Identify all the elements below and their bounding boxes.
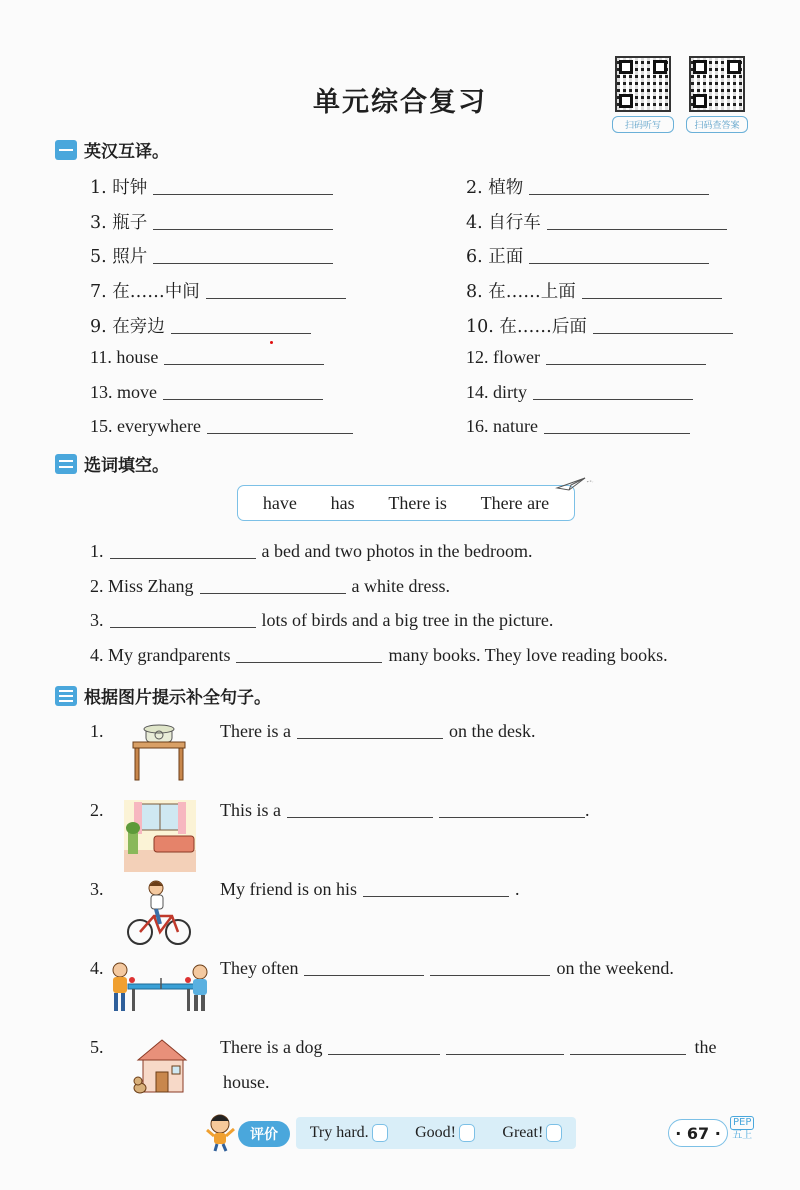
item-number: 1. — [90, 721, 104, 741]
translate-item: 4. 自行车 — [466, 209, 727, 234]
fill-item: 4. My grandparents many books. They love reading books. — [90, 645, 668, 665]
translate-item: 13. move — [90, 382, 323, 403]
item-number: 4. — [90, 958, 104, 978]
item-number: 3. — [90, 879, 104, 899]
section-1-heading — [55, 137, 169, 162]
answer-blank[interactable] — [297, 738, 443, 739]
translate-item: 3. 瓶子 — [90, 209, 333, 234]
answer-blank[interactable] — [153, 263, 333, 264]
picture-sentence: They often on the weekend. — [220, 958, 674, 978]
evaluation-badge: 评价 — [238, 1121, 290, 1147]
translate-item: 14. dirty — [466, 382, 693, 403]
answer-blank[interactable] — [446, 1054, 564, 1055]
boy-on-bike-picture — [126, 878, 192, 948]
translate-item: 15. everywhere — [90, 416, 353, 437]
answer-blank[interactable] — [304, 975, 424, 976]
qr-code-icon — [689, 56, 745, 112]
answer-blank[interactable] — [439, 817, 585, 818]
cartoon-kid-icon — [204, 1112, 238, 1152]
eval-option-try-hard[interactable]: Try hard. — [310, 1124, 388, 1142]
section-number-two-icon — [55, 454, 77, 474]
word-bank — [237, 485, 575, 521]
answer-blank[interactable] — [236, 662, 382, 663]
translate-item: 6. 正面 — [466, 243, 709, 268]
section-label: 英汉互译。 — [84, 142, 169, 162]
section-3-heading — [55, 683, 271, 708]
item-number: 5. — [90, 1037, 104, 1057]
qr-code-icon — [615, 56, 671, 112]
answer-blank[interactable] — [547, 229, 727, 230]
answer-blank[interactable] — [328, 1054, 440, 1055]
answer-blank[interactable] — [529, 194, 709, 195]
answer-blank[interactable] — [164, 364, 324, 365]
qr-answers[interactable] — [686, 56, 748, 133]
answer-blank[interactable] — [153, 229, 333, 230]
qr-caption: 扫码听写 — [612, 116, 674, 133]
word-option: There is — [388, 492, 447, 513]
answer-blank[interactable] — [546, 364, 706, 365]
paper-plane-icon — [555, 474, 595, 494]
evaluation-bar — [296, 1117, 576, 1149]
translate-item: 9. 在旁边 — [90, 313, 311, 338]
answer-blank[interactable] — [529, 263, 709, 264]
word-option: have — [262, 492, 297, 513]
ink-dot — [270, 341, 273, 344]
answer-blank[interactable] — [206, 298, 346, 299]
qr-caption: 扫码查答案 — [686, 116, 748, 133]
section-2-heading — [55, 451, 169, 476]
picture-sentence: My friend is on his . — [220, 879, 520, 899]
fill-item: 1. a bed and two photos in the bedroom. — [90, 541, 533, 561]
picture-sentence: There is a on the desk. — [220, 721, 536, 741]
checkbox[interactable] — [372, 1124, 388, 1142]
translate-item: 7. 在……中间 — [90, 278, 346, 303]
answer-blank[interactable] — [207, 433, 353, 434]
answer-blank[interactable] — [593, 333, 733, 334]
answer-blank[interactable] — [171, 333, 311, 334]
section-number-one-icon — [55, 140, 77, 160]
page-number: · 67 · — [668, 1119, 728, 1147]
answer-blank[interactable] — [582, 298, 722, 299]
edition-label: PEP 五上 — [730, 1116, 754, 1142]
answer-blank[interactable] — [533, 399, 693, 400]
ping-pong-picture — [108, 958, 214, 1014]
checkbox[interactable] — [459, 1124, 475, 1142]
answer-blank[interactable] — [430, 975, 550, 976]
telephone-desk-picture — [130, 722, 188, 784]
answer-blank[interactable] — [287, 817, 433, 818]
word-option: has — [330, 492, 355, 513]
eval-option-great[interactable]: Great! — [502, 1124, 562, 1142]
item-number: 2. — [90, 800, 104, 820]
picture-sentence: There is a dog the — [220, 1037, 717, 1057]
checkbox[interactable] — [546, 1124, 562, 1142]
fill-item: 2. Miss Zhang a white dress. — [90, 576, 450, 596]
fill-item: 3. lots of birds and a big tree in the picture. — [90, 610, 554, 630]
section-number-three-icon — [55, 686, 77, 706]
translate-item: 8. 在……上面 — [466, 278, 722, 303]
page-title: 单元综合复习 — [313, 87, 487, 118]
word-option: There are — [480, 492, 550, 513]
section-label: 选词填空。 — [84, 456, 169, 476]
picture-sentence-continued: house. — [223, 1072, 270, 1092]
answer-blank[interactable] — [544, 433, 690, 434]
translate-item: 5. 照片 — [90, 243, 333, 268]
dog-house-picture — [132, 1036, 192, 1098]
answer-blank[interactable] — [110, 627, 256, 628]
answer-blank[interactable] — [153, 194, 333, 195]
answer-blank[interactable] — [363, 896, 509, 897]
living-room-picture — [124, 800, 196, 872]
translate-item: 16. nature — [466, 416, 690, 437]
eval-option-good[interactable]: Good! — [415, 1124, 475, 1142]
answer-blank[interactable] — [110, 558, 256, 559]
answer-blank[interactable] — [163, 399, 323, 400]
translate-item: 11. house — [90, 347, 324, 368]
answer-blank[interactable] — [200, 593, 346, 594]
translate-item: 1. 时钟 — [90, 174, 333, 199]
translate-item: 10. 在……后面 — [466, 313, 733, 338]
qr-dictation[interactable] — [612, 56, 674, 133]
section-label: 根据图片提示补全句子。 — [84, 688, 271, 708]
picture-sentence: This is a . — [220, 800, 590, 820]
translate-item: 12. flower — [466, 347, 706, 368]
translate-item: 2. 植物 — [466, 174, 709, 199]
answer-blank[interactable] — [570, 1054, 686, 1055]
